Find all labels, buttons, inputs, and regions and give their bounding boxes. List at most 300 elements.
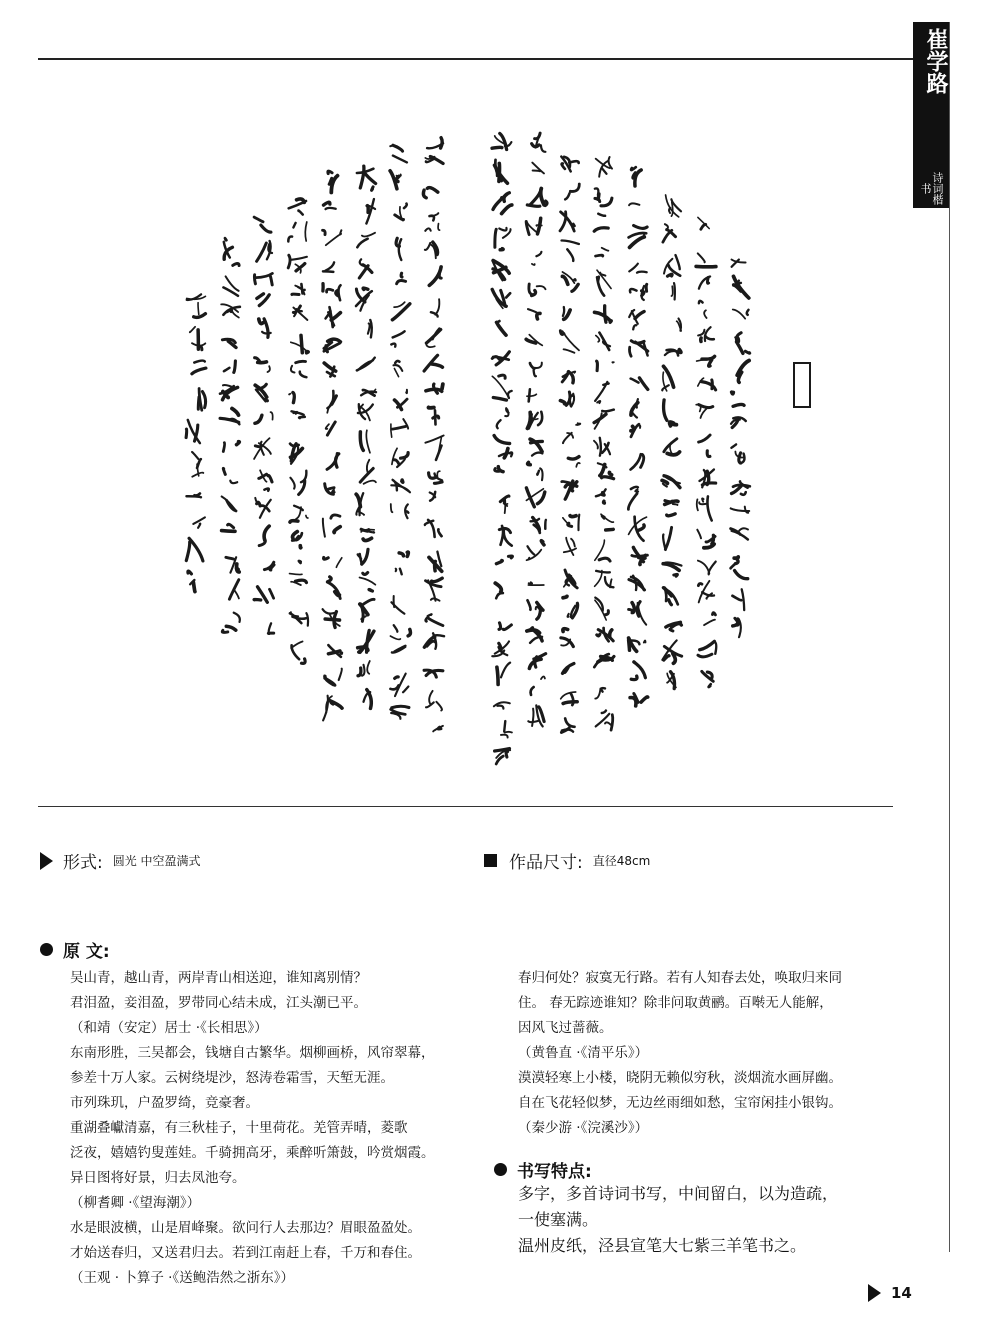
brush-stroke — [226, 626, 236, 630]
text-line: （和靖（安定）居士 ·《长相思》） — [70, 1020, 268, 1036]
brush-stroke — [290, 574, 303, 575]
brush-stroke — [289, 394, 290, 395]
brush-stroke — [596, 714, 610, 727]
brush-stroke — [736, 559, 739, 564]
brush-stroke — [438, 224, 440, 231]
brush-stroke — [527, 630, 540, 633]
brush-stroke — [369, 532, 374, 533]
brush-stroke — [538, 218, 541, 234]
brush-stroke — [733, 596, 742, 600]
brush-stroke — [302, 659, 306, 663]
brush-stroke — [537, 610, 541, 619]
brush-stroke — [434, 482, 442, 483]
brush-stroke — [257, 243, 267, 261]
brush-stroke — [223, 443, 224, 452]
brush-stroke — [565, 193, 569, 199]
text-line: 吴山青，越山青，两岸青山相送迎，谁知离别情？ — [70, 970, 367, 986]
brush-stroke — [222, 630, 228, 632]
brush-stroke — [568, 614, 569, 617]
brush-stroke — [738, 281, 741, 284]
brush-stroke — [340, 653, 342, 654]
brush-stroke — [667, 514, 676, 516]
brush-stroke — [290, 478, 294, 489]
brush-stroke — [360, 432, 363, 451]
brush-stroke — [186, 542, 189, 561]
brush-stroke — [429, 691, 432, 704]
brush-stroke — [432, 578, 443, 581]
brush-stroke — [602, 410, 614, 412]
brush-stroke — [533, 171, 540, 172]
brush-stroke — [504, 721, 505, 732]
brush-stroke — [364, 172, 375, 183]
brush-stroke — [367, 206, 368, 213]
brush-stroke — [563, 331, 580, 350]
brush-stroke — [331, 515, 340, 518]
form-value: 圆光 中空盈满式 — [112, 854, 201, 868]
brush-stroke — [570, 516, 576, 517]
brush-stroke — [530, 363, 534, 369]
brush-stroke — [532, 709, 533, 726]
brush-stroke — [496, 561, 502, 564]
brush-stroke — [190, 327, 195, 333]
brush-stroke — [324, 558, 329, 560]
brush-stroke — [331, 313, 340, 320]
brush-stroke — [530, 192, 540, 205]
brush-stroke — [323, 609, 334, 613]
brush-stroke — [747, 310, 749, 315]
text-line: 市列珠玑，户盈罗绮，竞豪奢。 — [70, 1095, 259, 1111]
brush-stroke — [193, 582, 195, 591]
brush-stroke — [637, 272, 647, 273]
brush-stroke — [528, 309, 537, 313]
brush-stroke — [594, 441, 598, 449]
brush-stroke — [366, 430, 370, 453]
middle-rule — [38, 806, 893, 807]
brush-stroke — [436, 702, 442, 711]
brush-stroke — [497, 667, 498, 684]
brush-stroke — [404, 204, 407, 209]
brush-stroke — [609, 157, 612, 169]
circle-bullet-icon — [494, 1163, 507, 1176]
brush-stroke — [364, 481, 376, 484]
brush-stroke — [738, 528, 748, 532]
triangle-bullet-icon — [868, 1284, 881, 1302]
brush-stroke — [540, 468, 542, 480]
brush-stroke — [506, 293, 510, 297]
brush-stroke — [264, 489, 268, 491]
brush-stroke — [270, 565, 273, 570]
brush-stroke — [503, 625, 511, 630]
brush-stroke — [733, 310, 746, 319]
brush-stroke — [233, 264, 239, 266]
brush-stroke — [297, 199, 305, 202]
brush-stroke — [602, 248, 609, 251]
brush-stroke — [601, 688, 605, 692]
brush-stroke — [595, 688, 600, 698]
brush-stroke — [568, 523, 572, 526]
brush-stroke — [363, 288, 368, 289]
text-line: 自在飞花轻似梦，无边丝雨细如愁，宝帘闲挂小银钩。 — [518, 1095, 842, 1111]
brush-stroke — [541, 676, 545, 679]
brush-stroke — [532, 264, 535, 265]
text-line: 一使塞满。 — [518, 1210, 599, 1229]
brush-stroke — [288, 255, 290, 268]
brush-stroke — [739, 453, 741, 463]
brush-stroke — [698, 654, 712, 657]
brush-stroke — [327, 289, 333, 292]
brush-stroke — [597, 277, 604, 295]
brush-stroke — [493, 398, 506, 401]
brush-stroke — [538, 412, 542, 425]
brush-stroke — [326, 424, 329, 429]
brush-stroke — [678, 350, 681, 353]
brush-stroke — [360, 259, 363, 265]
brush-stroke — [264, 526, 269, 540]
page-number-row — [868, 1284, 912, 1302]
brush-stroke — [496, 593, 503, 598]
brush-stroke — [339, 669, 342, 680]
brush-stroke — [359, 649, 363, 652]
brush-stroke — [674, 283, 675, 299]
brush-stroke — [299, 561, 301, 563]
brush-stroke — [428, 407, 434, 408]
brush-stroke — [324, 202, 330, 205]
brush-stroke — [494, 436, 510, 444]
brush-stroke — [227, 311, 231, 312]
brush-stroke — [529, 582, 532, 584]
brush-stroke — [396, 569, 397, 572]
brush-stroke — [300, 372, 307, 378]
brush-stroke — [372, 187, 374, 191]
sidebar-subtitle: 诗词楷书 — [919, 171, 944, 205]
brush-stroke — [186, 429, 187, 438]
brush-stroke — [326, 262, 335, 270]
brush-stroke — [631, 341, 644, 343]
brush-stroke — [255, 415, 262, 423]
brush-stroke — [537, 603, 543, 611]
brush-stroke — [537, 492, 544, 504]
brush-stroke — [528, 721, 538, 722]
brush-stroke — [605, 306, 606, 322]
sidebar-title-block — [913, 22, 949, 208]
text-line: 异日图将好景，归去凤池夸。 — [70, 1170, 246, 1186]
brush-stroke — [562, 240, 579, 244]
brush-stroke — [633, 325, 636, 329]
brush-stroke — [611, 715, 613, 730]
brush-stroke — [631, 676, 637, 679]
brush-stroke — [294, 412, 298, 414]
brush-stroke — [334, 527, 340, 533]
brush-stroke — [401, 273, 402, 277]
brush-stroke — [536, 252, 541, 256]
brush-stroke — [506, 751, 508, 757]
brush-stroke — [396, 176, 399, 181]
brush-stroke — [425, 228, 430, 230]
brush-stroke — [497, 706, 503, 709]
brush-stroke — [505, 498, 506, 513]
brush-stroke — [563, 307, 564, 316]
brush-stroke — [325, 676, 333, 684]
brush-stroke — [597, 361, 598, 371]
brush-stroke — [573, 224, 574, 226]
brush-stroke — [508, 556, 512, 558]
brush-stroke — [367, 661, 370, 674]
brush-stroke — [576, 463, 580, 467]
brush-stroke — [425, 243, 430, 250]
brush-stroke — [198, 524, 200, 528]
brush-stroke — [223, 468, 225, 474]
brush-stroke — [629, 347, 631, 356]
brush-stroke — [187, 496, 201, 497]
brush-stroke — [266, 399, 268, 401]
brush-stroke — [435, 299, 439, 315]
brush-stroke — [602, 477, 614, 479]
brush-stroke — [534, 370, 536, 376]
brush-stroke — [612, 362, 614, 363]
brush-stroke — [426, 344, 435, 347]
brush-stroke — [495, 583, 501, 592]
brush-stroke — [391, 504, 393, 512]
brush-stroke — [391, 602, 404, 613]
brush-stroke — [363, 573, 368, 575]
brush-stroke — [673, 504, 678, 505]
text-line: 重湖叠巘清嘉，有三秋桂子，十里荷花。羌管弄晴，菱歌 — [70, 1120, 408, 1136]
brush-stroke — [704, 310, 706, 318]
brush-stroke — [698, 253, 705, 262]
brush-stroke — [504, 449, 508, 458]
brush-stroke — [401, 453, 409, 459]
brush-stroke — [395, 677, 399, 679]
brush-stroke — [735, 571, 748, 579]
brush-stroke — [667, 452, 679, 455]
brush-stroke — [563, 518, 567, 523]
brush-stroke — [596, 571, 610, 573]
brush-stroke — [402, 480, 403, 482]
brush-stroke — [264, 319, 268, 338]
brush-stroke — [393, 156, 407, 163]
brush-stroke — [628, 494, 637, 510]
size-value: 直径48cm — [592, 854, 651, 868]
brush-stroke — [293, 617, 307, 619]
brush-stroke — [702, 498, 704, 501]
brush-stroke — [705, 336, 714, 339]
brush-stroke — [672, 286, 673, 296]
brush-stroke — [357, 239, 367, 248]
brush-stroke — [633, 547, 643, 561]
brush-stroke — [505, 732, 512, 733]
brush-stroke — [338, 285, 340, 300]
brush-stroke — [328, 339, 341, 342]
brush-stroke — [567, 249, 573, 261]
brush-stroke — [638, 525, 644, 531]
brush-stroke — [595, 382, 607, 401]
brush-stroke — [395, 361, 399, 363]
brush-stroke — [406, 511, 409, 512]
brush-stroke — [291, 257, 307, 260]
brush-stroke — [291, 342, 307, 351]
brush-stroke — [370, 320, 371, 337]
brush-stroke — [562, 164, 565, 169]
brush-stroke — [602, 711, 606, 713]
brush-stroke — [609, 472, 611, 474]
brush-stroke — [673, 654, 675, 664]
brush-stroke — [399, 553, 403, 556]
brush-stroke — [222, 531, 235, 532]
brush-stroke — [707, 471, 709, 484]
brush-stroke — [738, 372, 741, 382]
text-line: 住。 春无踪迹谁知？除非问取黄鹂。百啭无人能解， — [518, 995, 833, 1011]
brush-stroke — [664, 400, 667, 421]
brush-stroke — [392, 426, 407, 429]
brush-stroke — [358, 668, 361, 676]
brush-stroke — [427, 188, 437, 193]
brush-stroke — [497, 322, 506, 335]
brush-stroke — [257, 294, 264, 299]
brush-stroke — [331, 702, 333, 704]
brush-stroke — [572, 372, 575, 373]
top-rule — [38, 58, 916, 60]
brush-stroke — [595, 188, 599, 194]
brush-stroke — [713, 613, 716, 615]
brush-stroke — [225, 238, 226, 240]
brush-stroke — [423, 190, 426, 198]
brush-stroke — [528, 600, 531, 609]
brush-stroke — [634, 226, 648, 229]
form-row — [40, 848, 201, 873]
brush-stroke — [328, 171, 332, 173]
brush-stroke — [230, 481, 237, 484]
brush-stroke — [639, 426, 640, 428]
brush-stroke — [699, 502, 706, 504]
brush-stroke — [234, 361, 236, 373]
brush-stroke — [392, 706, 409, 707]
brush-stroke — [367, 460, 369, 472]
brush-stroke — [360, 578, 376, 585]
brush-stroke — [296, 507, 301, 519]
brush-stroke — [573, 279, 575, 281]
brush-stroke — [428, 520, 435, 537]
brush-stroke — [562, 276, 567, 284]
brush-stroke — [429, 619, 443, 626]
text-line: 君泪盈，妾泪盈，罗带同心结未成，江头潮已平。 — [70, 995, 367, 1011]
brush-stroke — [568, 457, 579, 459]
brush-stroke — [641, 697, 648, 702]
text-line: 漠漠轻寒上小楼，晓阴无赖似穷秋，淡烟流水画屏幽。 — [518, 1070, 842, 1086]
brush-stroke — [237, 442, 240, 445]
brush-stroke — [391, 344, 395, 347]
brush-stroke — [601, 198, 612, 206]
text-line: 泛夜，嬉嬉钓叟莲娃。千骑拥高牙，乘醉听箫鼓，吟赏烟霞。 — [70, 1145, 435, 1161]
brush-stroke — [499, 228, 506, 231]
brush-stroke — [676, 255, 680, 269]
seal-stamp — [794, 363, 810, 407]
brush-stroke — [594, 414, 606, 422]
brush-stroke — [390, 685, 398, 689]
brush-stroke — [700, 641, 715, 649]
brush-stroke — [629, 609, 633, 613]
brush-stroke — [326, 208, 336, 209]
brush-stroke — [394, 460, 399, 465]
brush-stroke — [596, 255, 603, 256]
brush-stroke — [528, 462, 531, 464]
brush-stroke — [299, 417, 305, 418]
size-label: 作品尺寸: — [509, 853, 583, 873]
brush-stroke — [198, 303, 199, 315]
brush-stroke — [665, 527, 671, 549]
brush-stroke — [408, 629, 410, 636]
brush-stroke — [595, 312, 611, 321]
brush-stroke — [188, 571, 192, 574]
brush-stroke — [437, 471, 439, 477]
brush-stroke — [426, 617, 428, 621]
brush-stroke — [363, 538, 372, 540]
brush-stroke — [599, 333, 609, 350]
brush-stroke — [697, 499, 698, 510]
text-line: 东南形胜，三吴都会，钱塘自古繁华。烟柳画桥，风帘翠幕， — [70, 1045, 435, 1061]
brush-stroke — [500, 249, 503, 250]
brush-stroke — [529, 284, 532, 294]
brush-stroke — [644, 641, 646, 643]
brush-stroke — [541, 541, 544, 545]
brush-stroke — [699, 435, 711, 442]
brush-stroke — [296, 361, 306, 362]
brush-stroke — [698, 561, 709, 574]
brush-stroke — [435, 410, 436, 424]
brush-stroke — [731, 444, 736, 447]
brush-stroke — [669, 600, 672, 605]
brush-stroke — [541, 189, 544, 205]
brush-stroke — [369, 590, 372, 591]
brush-stroke — [226, 557, 234, 559]
brush-stroke — [563, 629, 568, 632]
brush-stroke — [631, 379, 639, 383]
brush-stroke — [391, 424, 392, 437]
original-heading-row — [40, 937, 110, 962]
brush-stroke — [527, 205, 540, 206]
brush-stroke — [563, 702, 577, 704]
brush-stroke — [704, 620, 715, 625]
text-line: 温州皮纸，泾县宣笔大七紫三羊笔书之。 — [518, 1236, 807, 1255]
brush-stroke — [298, 210, 302, 214]
brush-stroke — [270, 276, 272, 285]
brush-stroke — [291, 642, 302, 649]
brush-stroke — [701, 407, 709, 418]
brush-stroke — [745, 507, 748, 513]
brush-stroke — [291, 366, 295, 373]
brush-stroke — [271, 412, 273, 420]
brush-stroke — [300, 546, 301, 548]
brush-stroke — [439, 274, 441, 279]
brush-stroke — [293, 393, 294, 403]
brush-stroke — [526, 488, 534, 507]
brush-stroke — [326, 234, 341, 245]
text-line: 水是眼波横，山是眉峰聚。欲问行人去那边？眉眼盈盈处。 — [70, 1220, 421, 1236]
brush-stroke — [400, 569, 402, 575]
brush-stroke — [234, 589, 239, 598]
brush-stroke — [293, 223, 295, 228]
brush-stroke — [502, 205, 512, 214]
brush-stroke — [254, 217, 263, 222]
brush-stroke — [270, 589, 274, 598]
brush-stroke — [699, 301, 703, 303]
brush-stroke — [597, 401, 600, 403]
brush-stroke — [596, 336, 600, 342]
brush-stroke — [397, 281, 406, 284]
brush-stroke — [629, 203, 639, 205]
brush-stroke — [594, 228, 608, 231]
brush-stroke — [564, 349, 575, 353]
brush-stroke — [426, 330, 440, 344]
